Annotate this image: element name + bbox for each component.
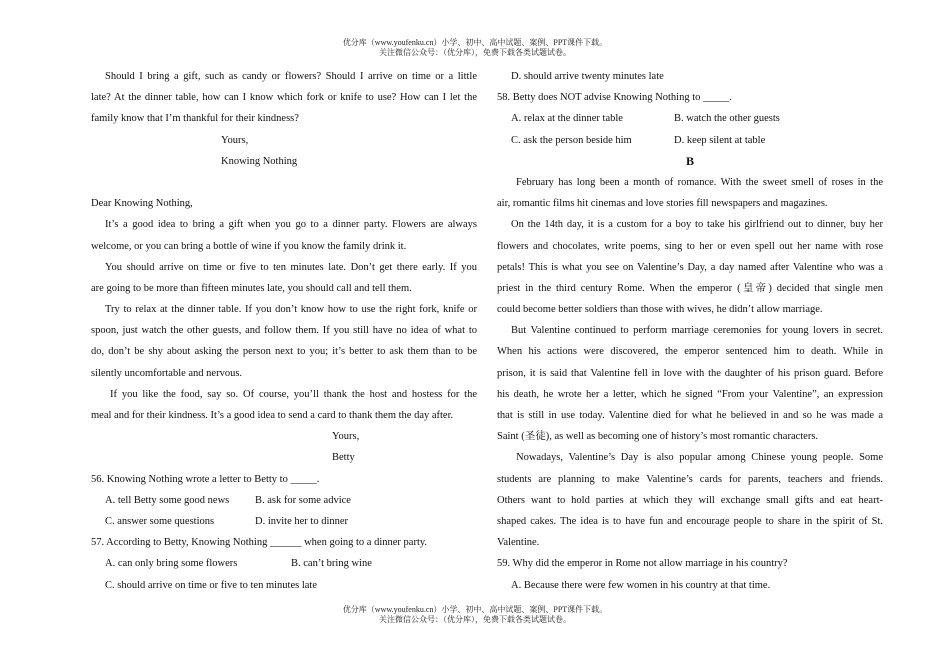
passage-line: Others want to hold parties at which they will exchange small gifts and eat heart- bbox=[497, 494, 883, 506]
reply-line: It’s a good idea to bring a gift when you go to a dinner party. Flowers are always bbox=[105, 219, 477, 231]
option-56-d: D. invite her to dinner bbox=[255, 515, 349, 527]
reply-line: do, don’t be shy about asking the person next to you; it’s better to ask them than to be bbox=[91, 346, 477, 358]
options-row bbox=[91, 553, 477, 574]
letter-line: late? At the dinner table, how can I know which fork or knife to use? How can I let the bbox=[91, 92, 477, 104]
passage-line: priest in the third century Rome. When the emperor (皇帝) decided that single men bbox=[497, 282, 883, 294]
options-row bbox=[497, 575, 883, 596]
reply-greeting: Dear Knowing Nothing, bbox=[91, 198, 193, 210]
letter-line: family know that I’m thankful for their kindness? bbox=[91, 113, 299, 125]
option-57-b: B. can’t bring wine bbox=[291, 558, 372, 570]
reply-line: Try to relax at the dinner table. If you don’t know how to use the right fork, knife or bbox=[105, 304, 477, 316]
option-57-d: D. should arrive twenty minutes late bbox=[511, 71, 664, 82]
reply-line: silently uncomfortable and nervous. bbox=[91, 367, 243, 379]
passage-line: air, romantic films hit cinemas and love stories fill newspapers and magazines. bbox=[497, 198, 828, 210]
page-header bbox=[0, 38, 950, 58]
reply-closing: Yours, bbox=[332, 431, 360, 443]
option-58-b: B. watch the other guests bbox=[674, 113, 780, 125]
passage-line: shaped cakes. The idea is to have fun and encourage people to share in the spirit of St. bbox=[497, 515, 883, 527]
question-56: 56. Knowing Nothing wrote a letter to Betty to _____. bbox=[91, 473, 320, 485]
options-row bbox=[91, 511, 477, 532]
passage-line: When his actions were discovered, the emperor sentenced him to death. While in bbox=[497, 346, 883, 358]
question-59: 59. Why did the emperor in Rome not allow marriage in his country? bbox=[497, 558, 788, 570]
passage-line: But Valentine continued to perform marriage ceremonies for young lovers in secret. bbox=[511, 325, 883, 337]
footer-line-1: 优分库（www.youfenku.cn）小学、初中、高中试题、案例、PPT课件下载。 bbox=[342, 605, 608, 614]
passage-line: February has long been a month of romance. With the sweet smell of roses in the bbox=[516, 176, 883, 188]
passage-line: Saint (圣徒), as well as becoming one of history’s most romantic characters. bbox=[497, 431, 819, 443]
passage-line: petals! This is what you see on Valentine’s Day, a day named after Valentine who was a bbox=[497, 261, 883, 273]
passage-line: Valentine. bbox=[497, 537, 540, 549]
reply-line: are going to be more than fifteen minutes late, you should call and tell them. bbox=[91, 282, 412, 294]
options-row bbox=[497, 130, 883, 151]
option-57-a: A. can only bring some flowers bbox=[105, 558, 238, 570]
question-58: 58. Betty does NOT advise Knowing Nothing to _____. bbox=[497, 92, 732, 104]
option-57-c: C. should arrive on time or five to ten minutes late bbox=[105, 579, 317, 591]
options-row bbox=[91, 490, 477, 511]
reply-line: meal and for their kindness. It’s a good idea to send a card to thank them the day after. bbox=[91, 410, 454, 421]
option-56-b: B. ask for some advice bbox=[255, 494, 351, 506]
option-56-a: A. tell Betty some good news bbox=[105, 494, 230, 506]
options-row bbox=[497, 108, 883, 129]
option-58-d: D. keep silent at table bbox=[674, 134, 766, 146]
header-line-2: 关注微信公众号：（优分库），免费下载各类试题试卷。 bbox=[379, 48, 571, 57]
header-line-1: 优分库（www.youfenku.cn）小学、初中、高中试题、案例、PPT课件下载。 bbox=[342, 38, 608, 47]
options-row bbox=[497, 66, 883, 87]
passage-line: could become better soldiers than those with wives, he didn’t allow marriage. bbox=[497, 304, 823, 316]
reply-line: welcome, or you can bring a bottle of wine if you know the family drink it. bbox=[91, 240, 407, 252]
option-56-c: C. answer some questions bbox=[105, 515, 215, 527]
letter-signature: Knowing Nothing bbox=[221, 155, 298, 167]
passage-line: students are planning to make Valentine’s cards for parents, teachers and friends. bbox=[497, 473, 883, 485]
reply-signature: Betty bbox=[332, 452, 355, 464]
page-footer bbox=[0, 605, 950, 625]
option-58-c: C. ask the person beside him bbox=[511, 134, 632, 146]
reply-line: You should arrive on time or five to ten minutes late. Don’t get there early. If you bbox=[105, 261, 477, 273]
passage-line: his death, he wrote her a letter, which he signed “From your Valentine”, an expression bbox=[497, 388, 883, 400]
passage-line: On the 14th day, it is a custom for a boy to take his girlfriend out to dinner, buy her bbox=[511, 219, 883, 231]
section-heading: B bbox=[685, 153, 694, 168]
option-59-a: A. Because there were few women in his country at that time. bbox=[511, 579, 771, 591]
reply-line: spoon, just watch the other guests, and follow them. If you still have no idea of what to bbox=[91, 325, 477, 337]
spacer bbox=[91, 172, 477, 193]
left-column bbox=[91, 66, 477, 596]
letter-closing: Yours, bbox=[221, 134, 249, 146]
passage-line: prison, it is said that Valentine fell in love with the daughter of his prison guard. Before bbox=[497, 367, 883, 379]
right-column bbox=[497, 66, 883, 596]
passage-line: flowers and chocolates, write poems, sing to her or even spell out her name with rose bbox=[497, 240, 883, 252]
letter-line: Should I bring a gift, such as candy or flowers? Should I arrive on time or a little bbox=[105, 71, 477, 82]
passage-line: that is still in use today. Valentine died for what he believed in and so he was made a bbox=[497, 410, 883, 421]
footer-line-2: 关注微信公众号：（优分库），免费下载各类试题试卷。 bbox=[379, 615, 571, 624]
passage-line: Nowadays, Valentine’s Day is also popular among Chinese young people. Some bbox=[516, 452, 883, 464]
question-57: 57. According to Betty, Knowing Nothing ______ when going to a dinner party. bbox=[91, 537, 428, 549]
options-row bbox=[91, 575, 477, 596]
option-58-a: A. relax at the dinner table bbox=[511, 113, 623, 125]
reply-line: If you like the food, say so. Of course, you’ll thank the host and hostess for the bbox=[110, 388, 477, 400]
